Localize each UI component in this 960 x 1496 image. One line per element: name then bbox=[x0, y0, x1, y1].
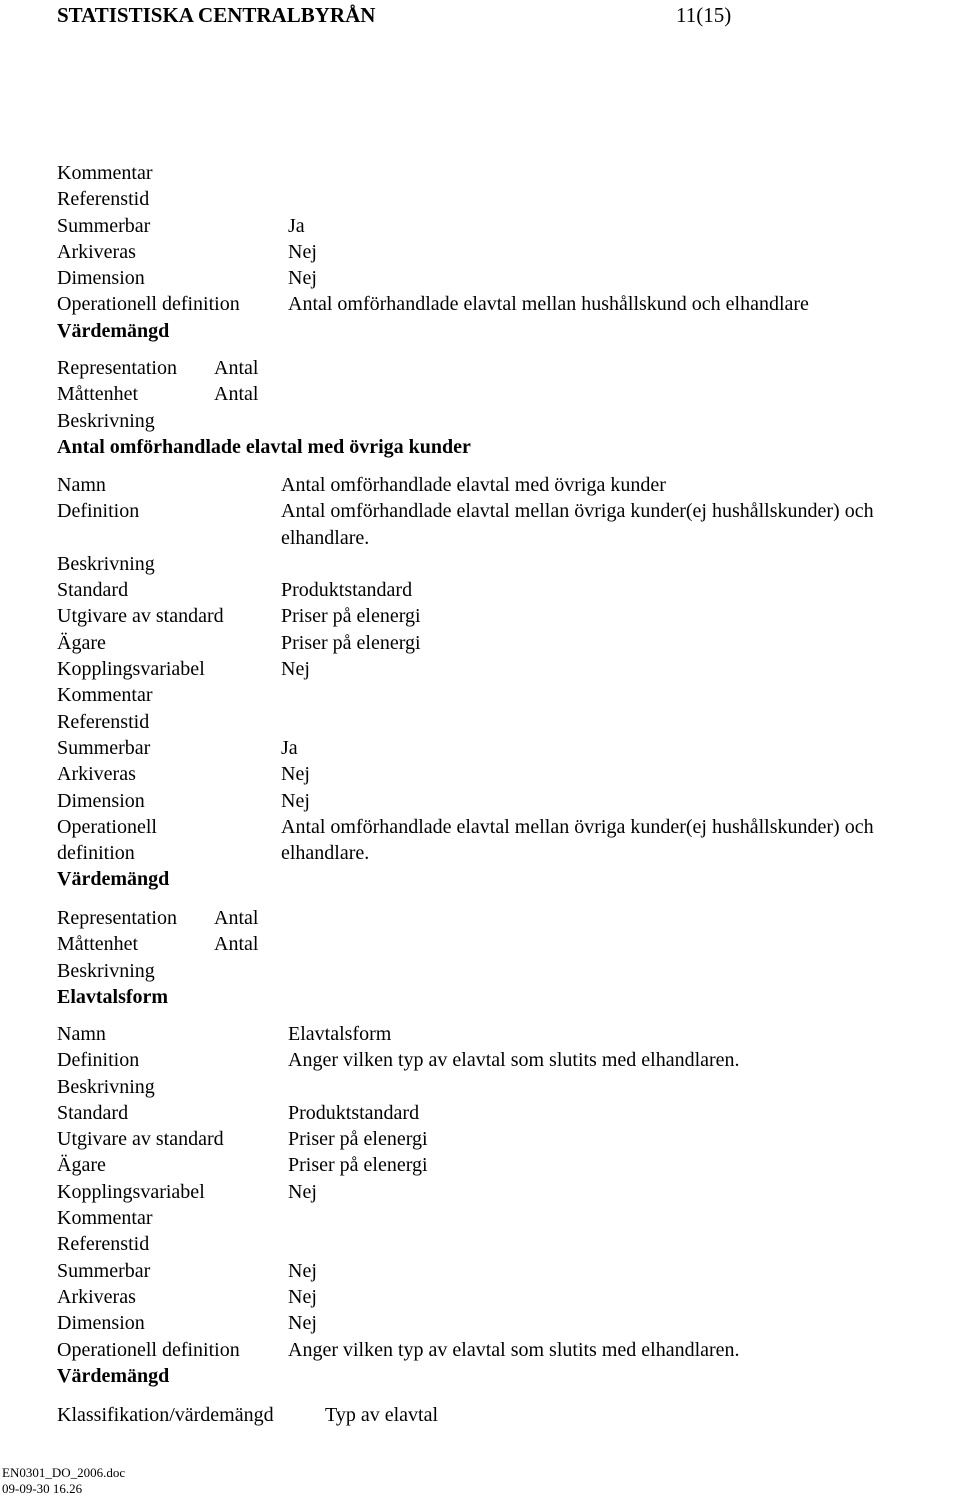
field-row-kopplingsvariabel bbox=[57, 1179, 317, 1205]
field-value: Antal omförhandlade elavtal mellan övriga kunder(ej hushållskunder) och elhandlare. bbox=[281, 815, 874, 865]
field-label: Operationell definition bbox=[57, 293, 240, 316]
field-value: Anger vilken typ av elavtal som slutits med elhandlaren. bbox=[288, 1049, 740, 1072]
field-row-summerbar bbox=[57, 1258, 317, 1284]
field-label: Måttenhet bbox=[57, 383, 139, 406]
field-row-agare bbox=[57, 630, 421, 656]
field-row-arkiveras bbox=[57, 761, 310, 787]
field-row-summerbar bbox=[57, 213, 305, 239]
field-row-referenstid bbox=[57, 709, 169, 735]
field-label: Kommentar bbox=[57, 1207, 153, 1230]
field-label: Summerbar bbox=[57, 1259, 151, 1282]
vardemangd-heading: Värdemängd bbox=[57, 1364, 170, 1387]
field-row-beskrivning bbox=[57, 1074, 169, 1100]
section1-field-list bbox=[57, 160, 809, 344]
field-label: Kommentar bbox=[57, 162, 153, 184]
section3-field-list bbox=[57, 1021, 740, 1389]
field-row-representation bbox=[57, 905, 259, 931]
klassifikation-label: Klassifikation/värdemängd bbox=[57, 1404, 274, 1426]
field-row-representation bbox=[57, 355, 471, 381]
field-value: Nej bbox=[288, 1180, 317, 1203]
field-value: Antal bbox=[214, 357, 259, 379]
field-label: Ägare bbox=[57, 631, 106, 654]
field-value: Antal omförhandlade elavtal mellan övriga kunder(ej hushållskunder) och elhandlare. bbox=[281, 500, 874, 549]
field-value: Nej bbox=[288, 240, 317, 263]
field-label: Kopplingsvariabel bbox=[57, 1180, 205, 1203]
field-value: Nej bbox=[281, 658, 310, 681]
field-label: Arkiveras bbox=[57, 240, 136, 263]
section1-representation-list bbox=[57, 355, 471, 460]
field-row-summerbar bbox=[57, 735, 298, 761]
field-row-standard bbox=[57, 1100, 420, 1126]
field-label: Beskrivning bbox=[57, 959, 155, 982]
field-value: Elavtalsform bbox=[288, 1023, 392, 1045]
field-label: Kommentar bbox=[57, 684, 153, 707]
section2-representation-list bbox=[57, 905, 259, 1010]
field-row-namn bbox=[57, 1021, 392, 1047]
field-value: Antal bbox=[214, 933, 259, 956]
footer-filename: EN0301_DO_2006.doc bbox=[2, 1465, 126, 1480]
field-label: Namn bbox=[57, 474, 106, 496]
field-value: Nej bbox=[281, 789, 310, 812]
field-label: Summerbar bbox=[57, 736, 151, 759]
field-row-referenstid bbox=[57, 1231, 169, 1257]
field-row-kommentar bbox=[57, 682, 169, 708]
field-row-namn bbox=[57, 472, 666, 498]
field-label: Dimension bbox=[57, 267, 145, 290]
field-label: Utgivare av standard bbox=[57, 1128, 224, 1151]
field-value: Antal bbox=[214, 383, 259, 406]
field-label: Måttenhet bbox=[57, 933, 139, 956]
field-label: Definition bbox=[57, 1049, 140, 1072]
field-row-operationell-definition bbox=[57, 291, 809, 317]
klassifikation-value: Typ av elavtal bbox=[325, 1404, 438, 1426]
field-value: Ja bbox=[281, 736, 298, 759]
field-row-kommentar bbox=[57, 1205, 169, 1231]
field-label: Kopplingsvariabel bbox=[57, 658, 205, 681]
field-row-definition bbox=[57, 1047, 740, 1073]
field-row-beskrivning bbox=[57, 958, 168, 984]
field-label: Standard bbox=[57, 1101, 129, 1124]
field-label: Summerbar bbox=[57, 214, 151, 237]
field-label: Ägare bbox=[57, 1154, 106, 1177]
footer-timestamp: 09-09-30 16.26 bbox=[2, 1481, 83, 1496]
field-row-dimension bbox=[57, 1310, 317, 1336]
field-value: Produktstandard bbox=[288, 1101, 420, 1124]
field-value: Nej bbox=[281, 763, 310, 786]
field-value: Antal bbox=[214, 907, 259, 929]
field-label: Operationell definition bbox=[57, 1338, 240, 1361]
section-title: Antal omförhandlade elavtal med övriga kunder bbox=[57, 435, 471, 458]
field-value: Antal omförhandlade elavtal med övriga kunder bbox=[281, 474, 666, 496]
vardemangd-heading: Värdemängd bbox=[57, 319, 170, 342]
field-label: Beskrivning bbox=[57, 409, 155, 432]
field-label: Referenstid bbox=[57, 188, 150, 211]
field-row-dimension bbox=[57, 265, 317, 291]
field-value: Priser på elenergi bbox=[281, 605, 421, 628]
field-row-arkiveras bbox=[57, 239, 317, 265]
field-label: Referenstid bbox=[57, 710, 150, 733]
field-value: Nej bbox=[288, 1259, 317, 1282]
field-value: Priser på elenergi bbox=[288, 1154, 428, 1177]
field-value: Produktstandard bbox=[281, 579, 413, 602]
field-row-mattenhet bbox=[57, 931, 259, 957]
field-row-dimension bbox=[57, 788, 310, 814]
field-value: Ja bbox=[288, 214, 305, 237]
section-title: Elavtalsform bbox=[57, 985, 169, 1008]
field-label: Namn bbox=[57, 1023, 106, 1045]
vardemangd-heading: Värdemängd bbox=[57, 868, 170, 891]
field-label: Dimension bbox=[57, 789, 145, 812]
field-label: Referenstid bbox=[57, 1233, 150, 1256]
field-row-utgivare bbox=[57, 603, 421, 629]
field-value: Antal omförhandlade elavtal mellan hushållskund och elhandlare bbox=[288, 293, 809, 316]
field-row-operationell-definition bbox=[57, 1337, 740, 1363]
field-row-arkiveras bbox=[57, 1284, 317, 1310]
field-label: Beskrivning bbox=[57, 552, 155, 575]
field-value: Nej bbox=[288, 1285, 317, 1308]
field-row-definition bbox=[57, 498, 874, 551]
page-number: 11(15) bbox=[676, 3, 732, 27]
field-value: Nej bbox=[288, 267, 317, 290]
field-label: Definition bbox=[57, 500, 140, 523]
field-label: Representation bbox=[57, 357, 177, 379]
section2-field-list bbox=[57, 472, 874, 893]
field-row-utgivare bbox=[57, 1126, 428, 1152]
field-row-standard bbox=[57, 577, 413, 603]
field-row-agare bbox=[57, 1152, 428, 1178]
field-value: Anger vilken typ av elavtal som slutits med elhandlaren. bbox=[288, 1338, 740, 1361]
field-row-operationell-definition bbox=[57, 814, 874, 867]
field-row-beskrivning bbox=[57, 551, 169, 577]
field-label: Beskrivning bbox=[57, 1075, 155, 1098]
field-row-kopplingsvariabel bbox=[57, 656, 310, 682]
header-organization: STATISTISKA CENTRALBYRÅN bbox=[57, 3, 376, 27]
field-label: definition bbox=[57, 842, 135, 865]
field-row-beskrivning bbox=[57, 408, 471, 434]
field-label: Representation bbox=[57, 907, 177, 929]
field-label: Arkiveras bbox=[57, 1285, 136, 1308]
field-value: Nej bbox=[288, 1312, 317, 1335]
field-row-kommentar bbox=[57, 160, 169, 186]
field-label: Operationell bbox=[57, 815, 157, 838]
field-label: Arkiveras bbox=[57, 763, 136, 786]
field-label: Utgivare av standard bbox=[57, 605, 224, 628]
field-row-mattenhet bbox=[57, 381, 471, 407]
field-label: Standard bbox=[57, 579, 129, 602]
field-row-referenstid bbox=[57, 186, 169, 212]
field-value: Priser på elenergi bbox=[288, 1128, 428, 1151]
field-label: Dimension bbox=[57, 1312, 145, 1335]
field-value: Priser på elenergi bbox=[281, 631, 421, 654]
